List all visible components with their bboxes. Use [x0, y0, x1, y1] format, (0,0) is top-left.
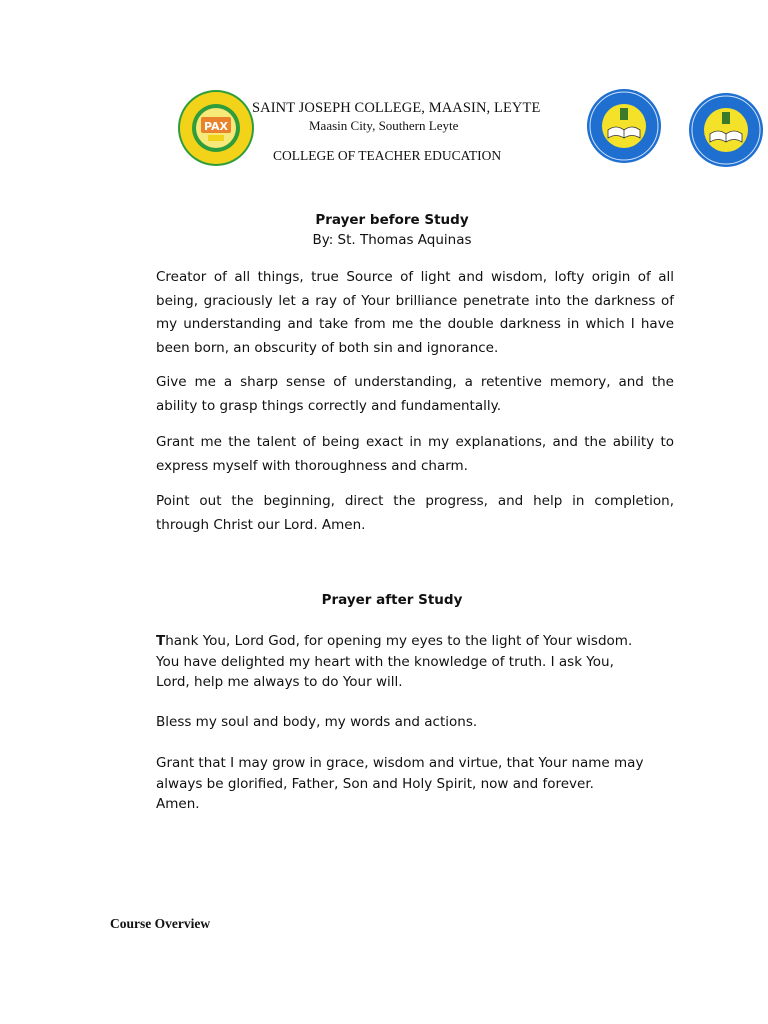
prayer-after-paragraph: Thank You, Lord God, for opening my eyes to the light of Your wisdom. You have delighted my heart with the knowledge of truth. I ask You, Lord, help me always to do Your will. [156, 633, 633, 690]
teacher-college-seal-logo [586, 88, 662, 164]
college-name: COLLEGE OF TEACHER EDUCATION [273, 148, 502, 163]
prayer-before-paragraph: Give me a sharp sense of understanding, a retentive memory, and the ability to grasp things correctly and fundamentally. [156, 374, 674, 414]
pax-seal-logo [177, 89, 255, 167]
prayer-after-title: Prayer after Study [321, 592, 463, 608]
prayer-after-paragraph: Grant that I may grow in grace, wisdom and virtue, that Your name may always be glorified, Father, Son and Holy Spirit, now and forever. Amen. [156, 755, 644, 812]
prayer-after-paragraph: Bless my soul and body, my words and actions. [156, 714, 478, 730]
teacher-college-seal-logo [688, 92, 764, 168]
school-city: Maasin City, Southern Leyte [309, 118, 459, 133]
school-name: SAINT JOSEPH COLLEGE, MAASIN, LEYTE [252, 100, 541, 116]
prayer-before-byline: By: St. Thomas Aquinas [312, 232, 472, 248]
prayer-before-paragraph: Point out the beginning, direct the progress, and help in completion, through Christ our Lord. Amen. [156, 493, 674, 533]
pax-logo-text: PAX [203, 120, 229, 133]
prayer-before-title: Prayer before Study [315, 212, 469, 228]
prayer-before-paragraph: Creator of all things, true Source of light and wisdom, lofty origin of all being, graciously let a ray of Your brilliance penetrate into the darkness of my understanding and take from me the double darkness in which I have been born, an obscurity of both sin and ignorance. [156, 269, 674, 356]
prayer-before-paragraph: Grant me the talent of being exact in my explanations, and the ability to express myself with thoroughness and charm. [156, 434, 674, 474]
course-overview-heading: Course Overview [110, 916, 211, 931]
